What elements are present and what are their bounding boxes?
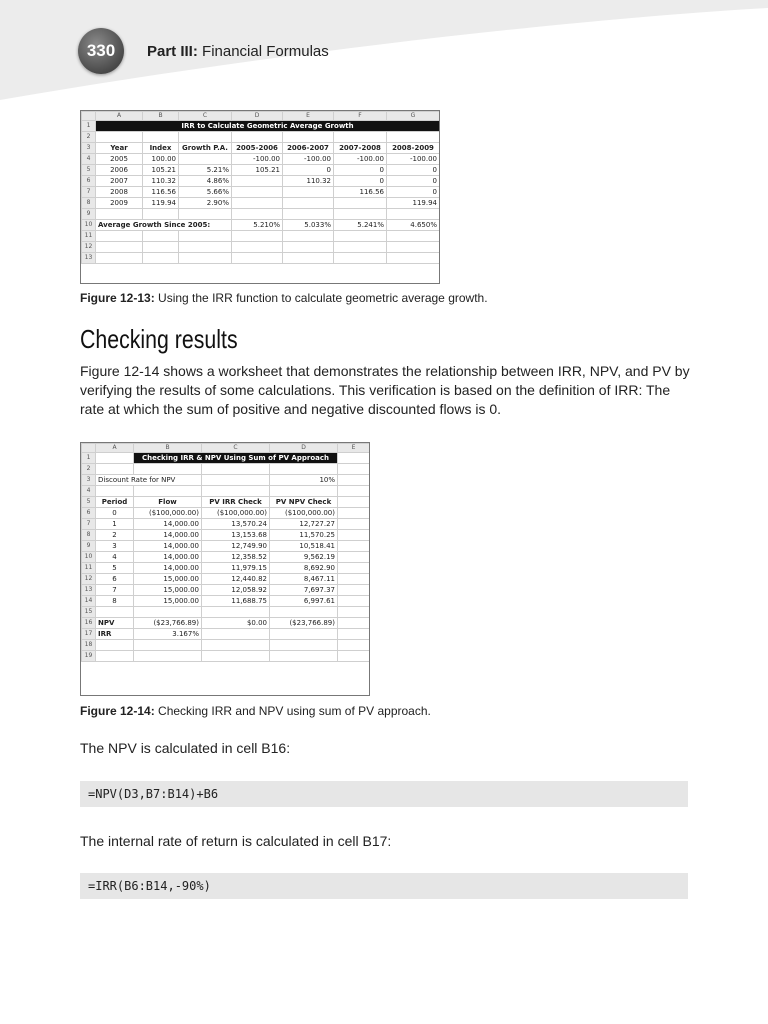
cell: -100.00 (283, 154, 334, 165)
cell: 0 (334, 165, 387, 176)
cell: 5.241% (334, 220, 387, 231)
cell (232, 198, 283, 209)
cell: 13,153.68 (202, 530, 270, 541)
caption-text: Using the IRR function to calculate geometric average growth. (154, 291, 488, 305)
table-row: 12 (82, 242, 440, 253)
table-row: 6 2007 110.32 4.86% 110.32 0 0 (82, 176, 440, 187)
cell: 2005 (96, 154, 143, 165)
table-row: 18 (82, 640, 370, 651)
table-row: 8 2 14,000.00 13,153.68 11,570.25 (82, 530, 370, 541)
discount-rate-value: 10% (270, 475, 338, 486)
header-cell: PV IRR Check (202, 497, 270, 508)
cell: 10,518.41 (270, 541, 338, 552)
cell: 11,979.15 (202, 563, 270, 574)
cell: 0 (283, 165, 334, 176)
table-row: 4 2005 100.00 -100.00 -100.00 -100.00 -100.00 (82, 154, 440, 165)
table-row: 3 Year Index Growth P.A. 2005-2006 2006-2007 2007-2008 2008-2009 (82, 143, 440, 154)
irr-explanation: The internal rate of return is calculated in cell B17: (80, 833, 392, 849)
cell: 7,697.37 (270, 585, 338, 596)
cell: 5.210% (232, 220, 283, 231)
cell: ($100,000.00) (270, 508, 338, 519)
cell: ($100,000.00) (134, 508, 202, 519)
figure-12-13-spreadsheet (80, 110, 440, 284)
cell (334, 198, 387, 209)
table-row: 2 (82, 464, 370, 475)
table-row: 13 7 15,000.00 12,058.92 7,697.37 (82, 585, 370, 596)
cell: 5 (96, 563, 134, 574)
col-e: E (338, 444, 370, 453)
col-a: A (96, 112, 143, 121)
cell: 14,000.00 (134, 519, 202, 530)
header-cell: 2006-2007 (283, 143, 334, 154)
header-cell: 2008-2009 (387, 143, 440, 154)
table-row: 1 Checking IRR & NPV Using Sum of PV Approach (82, 453, 370, 464)
table-row: 7 2008 116.56 5.66% 116.56 0 (82, 187, 440, 198)
cell: 110.32 (283, 176, 334, 187)
cell: 11,570.25 (270, 530, 338, 541)
npv-npv-check: ($23,766.89) (270, 618, 338, 629)
col-d: D (270, 444, 338, 453)
col-f: F (334, 112, 387, 121)
irr-growth-table (81, 111, 440, 264)
cell: 2 (96, 530, 134, 541)
average-growth-label: Average Growth Since 2005: (96, 220, 232, 231)
table-row: 13 (82, 253, 440, 264)
cell: 9,562.19 (270, 552, 338, 563)
table-row: 4 (82, 486, 370, 497)
cell: 12,440.82 (202, 574, 270, 585)
cell: -100.00 (387, 154, 440, 165)
npv-flow: ($23,766.89) (134, 618, 202, 629)
table-row: 5 2006 105.21 5.21% 105.21 0 0 0 (82, 165, 440, 176)
cell: 14,000.00 (134, 541, 202, 552)
cell: 12,727.27 (270, 519, 338, 530)
cell (283, 187, 334, 198)
cell: 4.86% (179, 176, 232, 187)
cell: 119.94 (387, 198, 440, 209)
table-row: 5 Period Flow PV IRR Check PV NPV Check (82, 497, 370, 508)
part-label: Part III: (147, 43, 198, 60)
header-cell: 2007-2008 (334, 143, 387, 154)
table-row: 2 (82, 132, 440, 143)
discount-rate-label: Discount Rate for NPV (96, 475, 202, 486)
cell: 0 (334, 176, 387, 187)
table-row: 6 0 ($100,000.00) ($100,000.00) ($100,000.00) (82, 508, 370, 519)
cell: 8,467.11 (270, 574, 338, 585)
table-row: 1 IRR to Calculate Geometric Average Growth (82, 121, 440, 132)
part-header (147, 43, 329, 60)
cell: 12,749.90 (202, 541, 270, 552)
cell: 2007 (96, 176, 143, 187)
cell: 3 (96, 541, 134, 552)
section-heading: Checking results (80, 324, 238, 354)
cell: 11,688.75 (202, 596, 270, 607)
cell: 4 (96, 552, 134, 563)
npv-label: NPV (96, 618, 134, 629)
page-number: 330 (86, 41, 116, 60)
table-row: 7 1 14,000.00 13,570.24 12,727.27 (82, 519, 370, 530)
cell: 116.56 (143, 187, 179, 198)
caption-label: Figure 12-13: (80, 291, 155, 305)
table-row: 14 8 15,000.00 11,688.75 6,997.61 (82, 596, 370, 607)
col-d: D (232, 112, 283, 121)
section-paragraph: Figure 12-14 shows a worksheet that demonstrates the relationship between IRR, NPV, and PV by verifying the results of some calculations. This verification is based on the definition of IRR: The rate at which the sum of positive and negative discounted flows is 0. (80, 363, 690, 417)
cell: 13,570.24 (202, 519, 270, 530)
cell: 2006 (96, 165, 143, 176)
cell (232, 187, 283, 198)
cell: 5.66% (179, 187, 232, 198)
cell: 5.21% (179, 165, 232, 176)
cell: 0 (387, 165, 440, 176)
cell: 7 (96, 585, 134, 596)
cell: 119.94 (143, 198, 179, 209)
part-title: Financial Formulas (202, 43, 329, 60)
cell: -100.00 (232, 154, 283, 165)
cell: 2009 (96, 198, 143, 209)
npv-explanation: The NPV is calculated in cell B16: (80, 740, 291, 756)
table-row: 9 (82, 209, 440, 220)
cell: 15,000.00 (134, 585, 202, 596)
cell: 2008 (96, 187, 143, 198)
cell: 4.650% (387, 220, 440, 231)
table-row: 12 6 15,000.00 12,440.82 8,467.11 (82, 574, 370, 585)
col-g: G (387, 112, 440, 121)
cell: 105.21 (143, 165, 179, 176)
table-row: 17 IRR 3.167% (82, 629, 370, 640)
page-number-badge (78, 28, 124, 74)
table-row: 19 (82, 651, 370, 662)
cell: 8 (96, 596, 134, 607)
table-row: 10 Average Growth Since 2005: 5.210% 5.033% 5.241% 4.650% (82, 220, 440, 231)
cell: 8,692.90 (270, 563, 338, 574)
cell: 12,058.92 (202, 585, 270, 596)
cell: 116.56 (334, 187, 387, 198)
header-cell: Flow (134, 497, 202, 508)
figure-12-13-caption (80, 291, 488, 305)
header-cell: Period (96, 497, 134, 508)
table-row: 16 NPV ($23,766.89) $0.00 ($23,766.89) (82, 618, 370, 629)
cell: 15,000.00 (134, 596, 202, 607)
caption-text: Checking IRR and NPV using sum of PV approach. (154, 704, 431, 718)
table-row: 3 Discount Rate for NPV 10% (82, 475, 370, 486)
col-c: C (202, 444, 270, 453)
header-cell: Growth P.A. (179, 143, 232, 154)
cell: 100.00 (143, 154, 179, 165)
irr-formula-code: =IRR(B6:B14,-90%) (80, 873, 688, 899)
caption-label: Figure 12-14: (80, 704, 155, 718)
sheet-title: Checking IRR & NPV Using Sum of PV Approach (134, 453, 338, 464)
irr-npv-check-table (81, 443, 370, 662)
col-c: C (179, 112, 232, 121)
col-b: B (134, 444, 202, 453)
header-cell: Year (96, 143, 143, 154)
cell: 6 (96, 574, 134, 585)
cell: 6,997.61 (270, 596, 338, 607)
cell: 15,000.00 (134, 574, 202, 585)
cell: 12,358.52 (202, 552, 270, 563)
cell (283, 198, 334, 209)
cell: 105.21 (232, 165, 283, 176)
cell: 14,000.00 (134, 552, 202, 563)
cell (232, 176, 283, 187)
col-a: A (96, 444, 134, 453)
cell: 14,000.00 (134, 563, 202, 574)
cell: 1 (96, 519, 134, 530)
cell: 5.033% (283, 220, 334, 231)
header-cell: Index (143, 143, 179, 154)
npv-irr-check: $0.00 (202, 618, 270, 629)
table-row: 11 (82, 231, 440, 242)
header-cell: PV NPV Check (270, 497, 338, 508)
col-e: E (283, 112, 334, 121)
table-row: 11 5 14,000.00 11,979.15 8,692.90 (82, 563, 370, 574)
table-row: 8 2009 119.94 2.90% 119.94 (82, 198, 440, 209)
sheet-title: IRR to Calculate Geometric Average Growth (96, 121, 440, 132)
cell: 0 (387, 176, 440, 187)
table-row: 9 3 14,000.00 12,749.90 10,518.41 (82, 541, 370, 552)
table-row: 10 4 14,000.00 12,358.52 9,562.19 (82, 552, 370, 563)
column-header-row (82, 444, 370, 453)
cell: 14,000.00 (134, 530, 202, 541)
figure-12-14-spreadsheet (80, 442, 370, 696)
irr-label: IRR (96, 629, 134, 640)
figure-12-14-caption (80, 704, 431, 718)
header-cell: 2005-2006 (232, 143, 283, 154)
cell: 110.32 (143, 176, 179, 187)
cell: -100.00 (334, 154, 387, 165)
col-b: B (143, 112, 179, 121)
table-row: 15 (82, 607, 370, 618)
column-header-row (82, 112, 440, 121)
cell: 0 (96, 508, 134, 519)
irr-value: 3.167% (134, 629, 202, 640)
cell: 0 (387, 187, 440, 198)
npv-formula-code: =NPV(D3,B7:B14)+B6 (80, 781, 688, 807)
cell: ($100,000.00) (202, 508, 270, 519)
cell: 2.90% (179, 198, 232, 209)
cell (179, 154, 232, 165)
